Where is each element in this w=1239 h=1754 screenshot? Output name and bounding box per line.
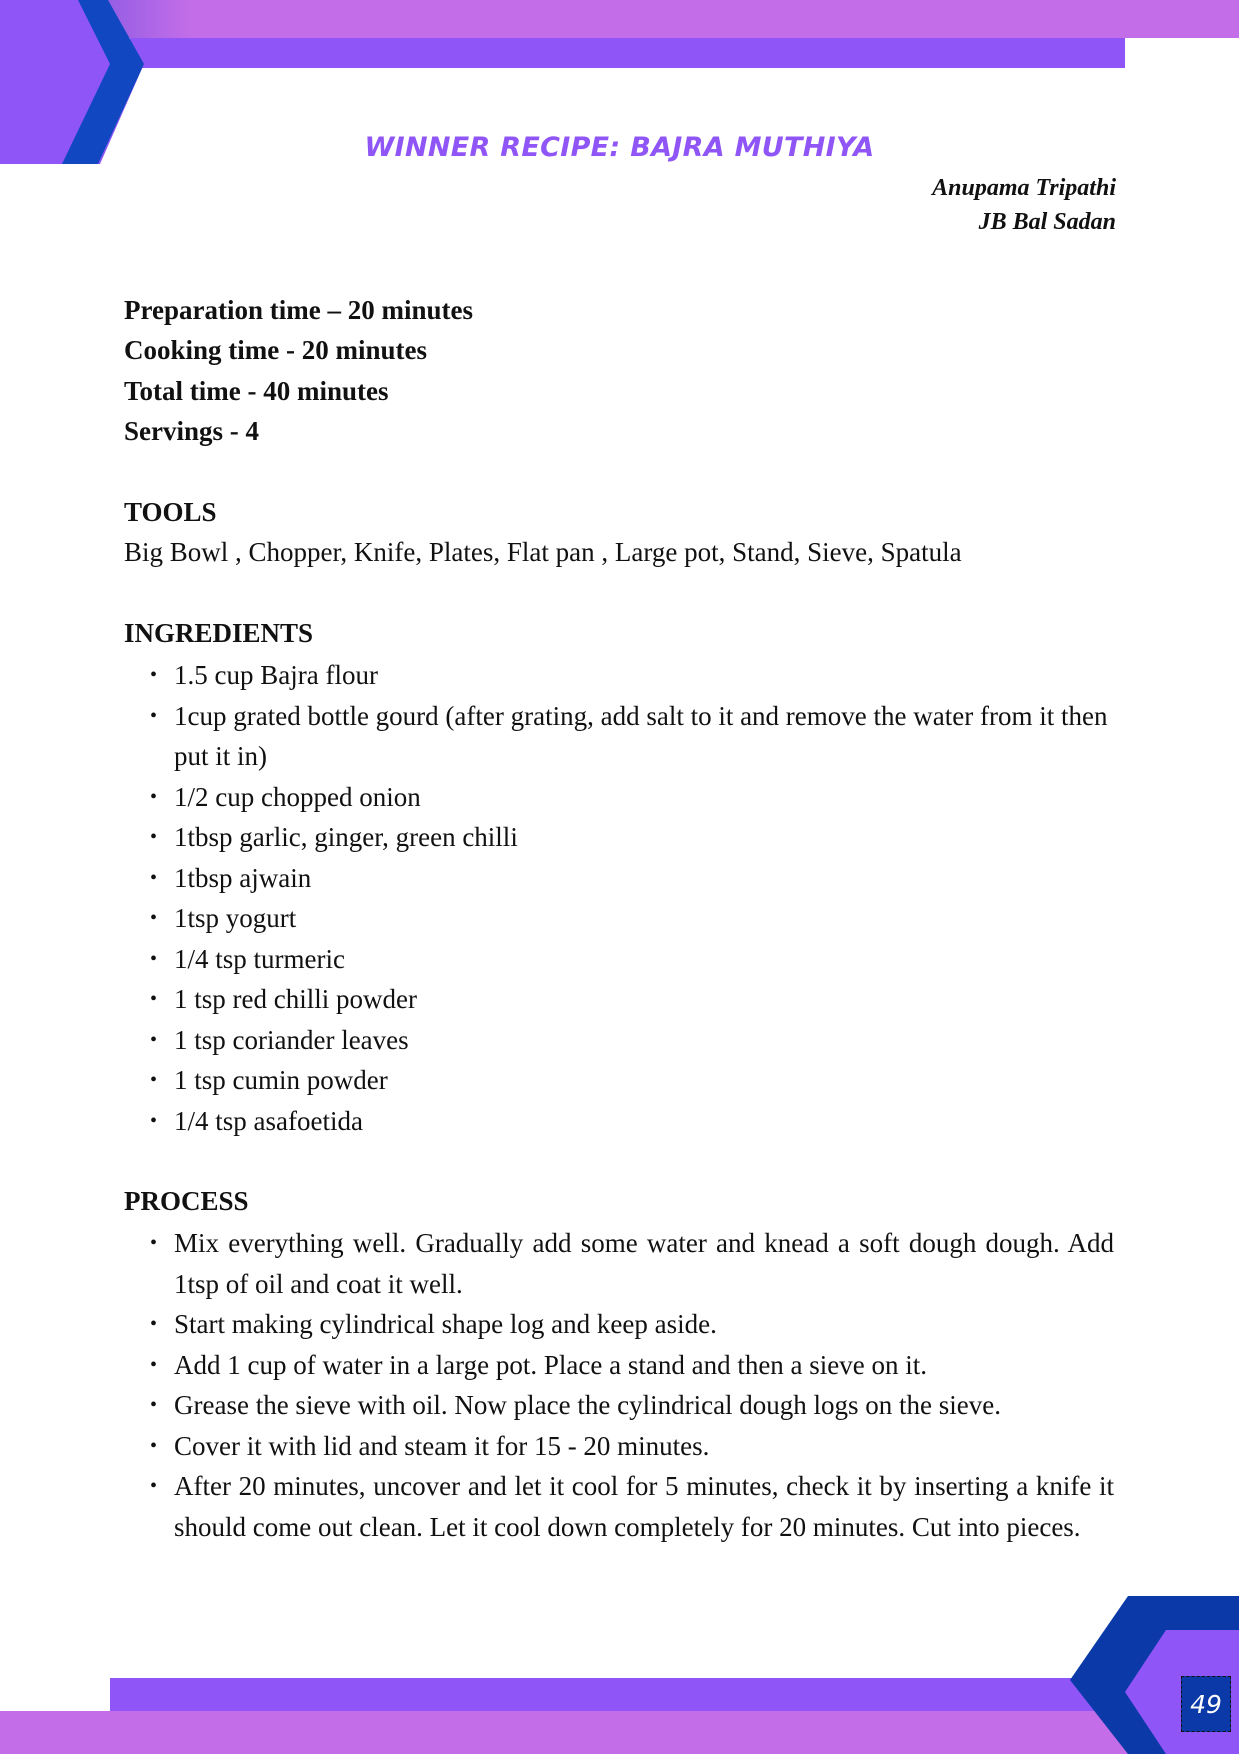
recipe-title: WINNER RECIPE: BAJRA MUTHIYA	[364, 132, 875, 163]
preparation-time: Preparation time – 20 minutes	[124, 295, 473, 325]
bottom-decor-bar	[0, 1711, 1239, 1754]
bottom-decor-stripe	[110, 1678, 1110, 1711]
list-item: • 1tbsp ajwain	[150, 858, 1114, 899]
list-item: • Mix everything well. Gradually add some water and knead a soft dough dough. Add 1tsp of oil and coat it well.	[150, 1223, 1114, 1304]
author-name: Anupama Tripathi	[932, 175, 1116, 201]
list-item: • 1tsp yogurt	[150, 898, 1114, 939]
list-item: • 1/2 cup chopped onion	[150, 777, 1114, 818]
list-item: • 1/4 tsp turmeric	[150, 939, 1114, 980]
cooking-time: Cooking time - 20 minutes	[124, 335, 427, 365]
top-decor-stripe	[130, 38, 1125, 68]
list-item: • 1tbsp garlic, ginger, green chilli	[150, 817, 1114, 858]
list-item: • 1.5 cup Bajra flour	[150, 655, 1114, 696]
total-time: Total time - 40 minutes	[124, 376, 389, 406]
list-item: • After 20 minutes, uncover and let it cool for 5 minutes, check it by inserting a knife it should come out clean. Let it cool down completely for 20 minutes. Cut into pieces.	[150, 1466, 1114, 1547]
list-item: • 1cup grated bottle gourd (after grating, add salt to it and remove the water from it then put it in)	[150, 696, 1114, 777]
tools-text: Big Bowl , Chopper, Knife, Plates, Flat pan , Large pot, Stand, Sieve, Spatula	[124, 537, 962, 567]
list-item: • Add 1 cup of water in a large pot. Place a stand and then a sieve on it.	[150, 1345, 1114, 1386]
list-item: • 1 tsp red chilli powder	[150, 979, 1114, 1020]
list-item: • Grease the sieve with oil. Now place the cylindrical dough logs on the sieve.	[150, 1385, 1114, 1426]
list-item: • 1 tsp coriander leaves	[150, 1020, 1114, 1061]
ingredients-list	[150, 655, 1114, 1141]
list-item: • 1 tsp cumin powder	[150, 1060, 1114, 1101]
list-item: • 1/4 tsp asafoetida	[150, 1101, 1114, 1142]
tools-heading: TOOLS	[124, 497, 217, 527]
ingredients-heading: INGREDIENTS	[124, 618, 314, 648]
author-school: JB Bal Sadan	[978, 209, 1116, 235]
process-list	[150, 1223, 1114, 1547]
list-item: • Cover it with lid and steam it for 15 - 20 minutes.	[150, 1426, 1114, 1467]
process-heading: PROCESS	[124, 1186, 249, 1216]
top-decor-bar	[0, 0, 1239, 38]
servings: Servings - 4	[124, 416, 259, 446]
page-number: 49	[1181, 1676, 1231, 1732]
list-item: • Start making cylindrical shape log and keep aside.	[150, 1304, 1114, 1345]
